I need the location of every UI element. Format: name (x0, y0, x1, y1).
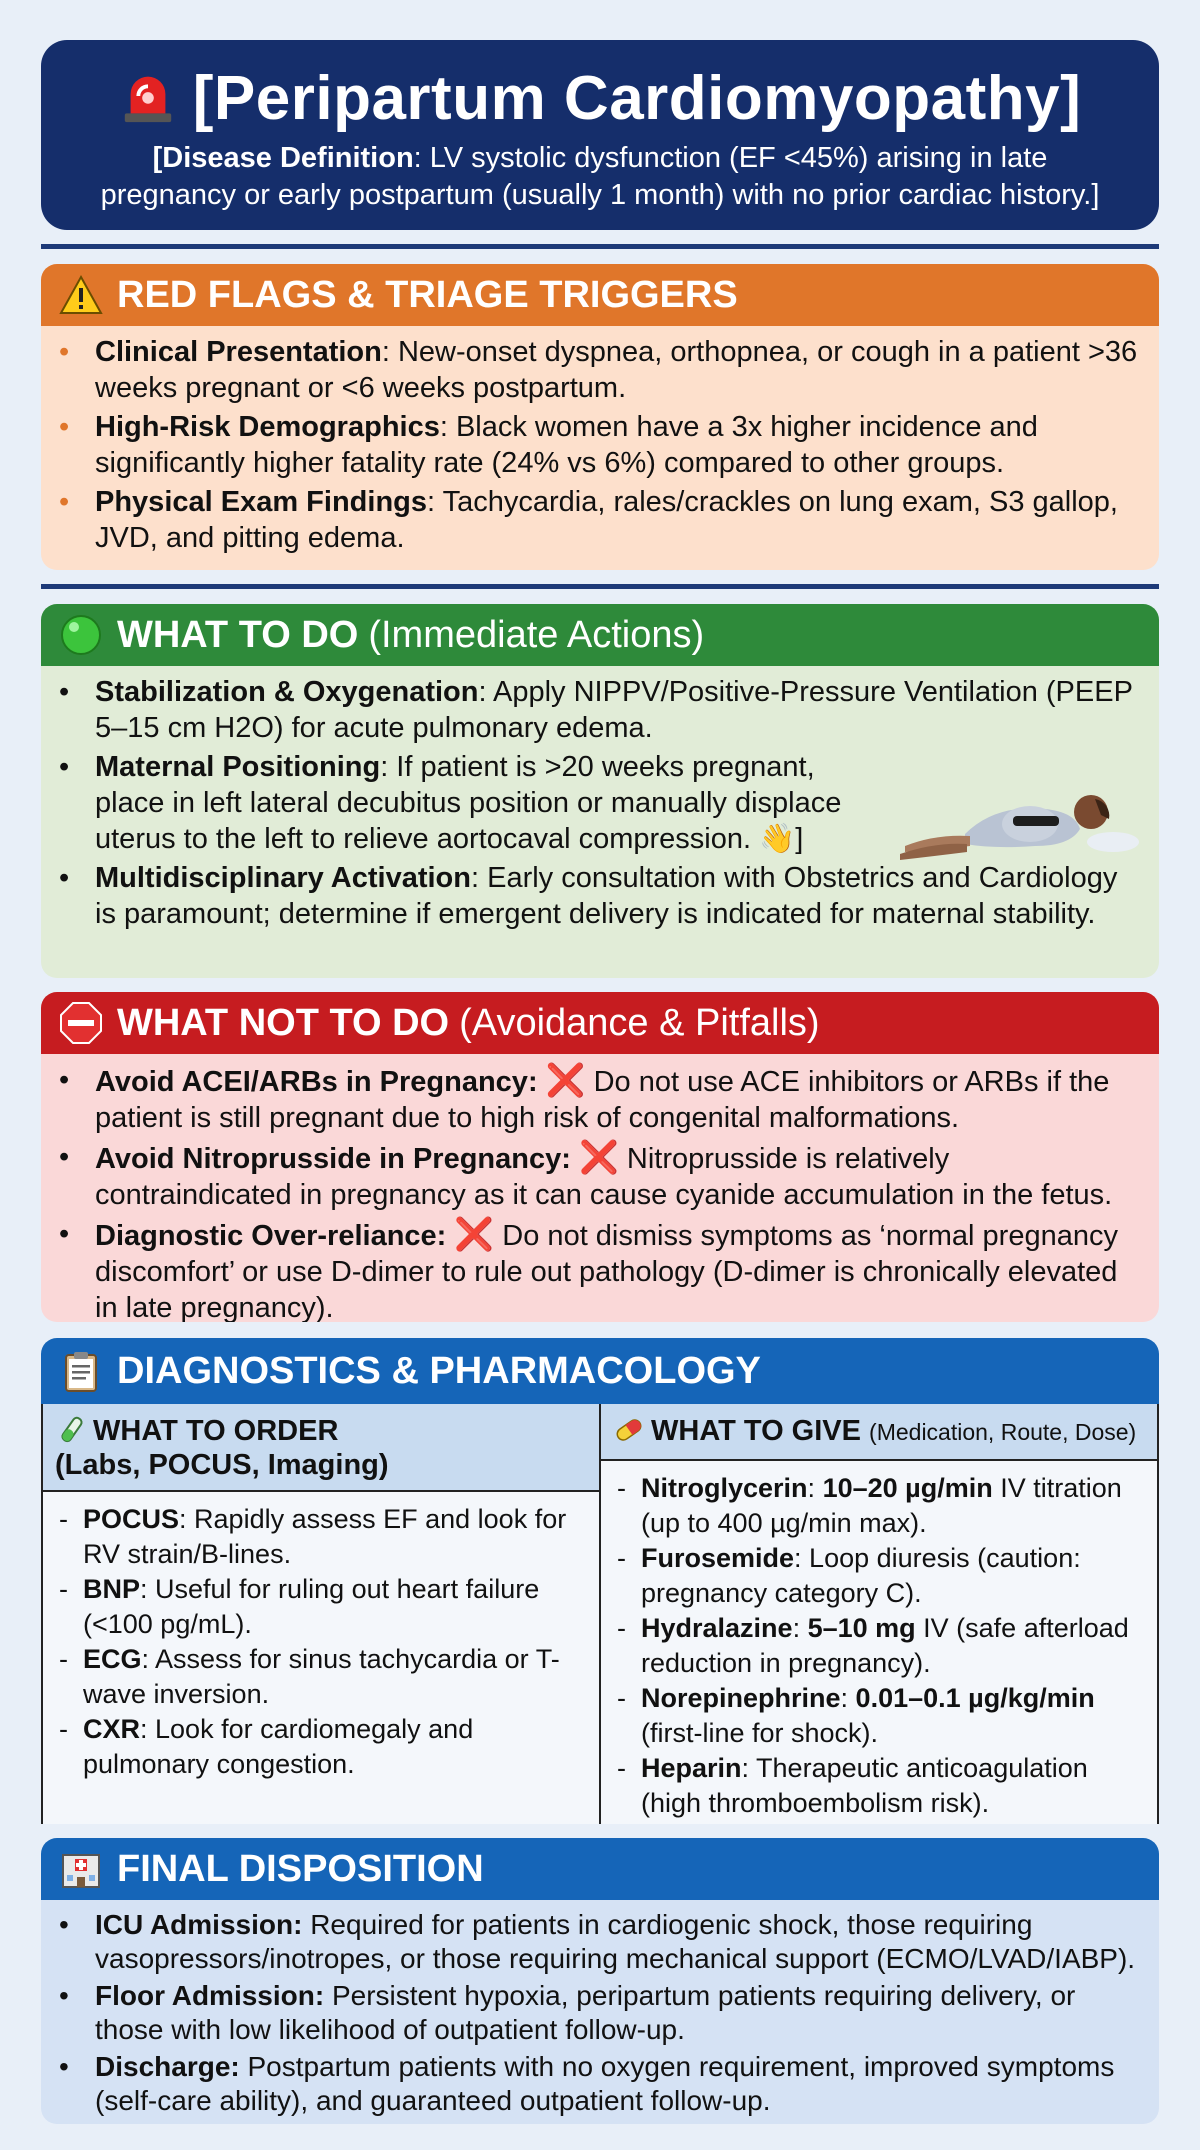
divider (41, 584, 1159, 589)
red-flags-list (41, 326, 1159, 569)
list-item: • Diagnostic Over-reliance: ❌ Do not dismiss symptoms as ‘normal pregnancy discomfort’ or use D-dimer to rule out pathology (D-dimer is chronically elevated in late pregnancy). (55, 1216, 1141, 1322)
list-item: • Stabilization & Oxygenation: Apply NIPPV/Positive-Pressure Ventilation (PEEP 5–15 cm H2O) for acute pulmonary edema. (55, 674, 1141, 746)
what-to-do-card (41, 604, 1159, 978)
list-item: - ECG: Assess for sinus tachycardia or T-wave inversion. (55, 1642, 591, 1712)
list-item: • Physical Exam Findings: Tachycardia, rales/crackles on lung exam, S3 gallop, JVD, and pitting edema. (55, 484, 1141, 556)
what-not-to-do-card (41, 992, 1159, 1322)
what-to-order-column (43, 1404, 601, 1824)
disease-definition: [Disease Definition: LV systolic dysfunction (EF <45%) arising in late pregnancy or early postpartum (usually 1 month) with no prior cardiac history.] (100, 142, 1100, 211)
list-item: - CXR: Look for cardiomegaly and pulmonary congestion. (55, 1712, 591, 1782)
list-item: • Multidisciplinary Activation: Early consultation with Obstetrics and Cardiology is paramount; determine if emergent delivery is indicated for maternal stability. (55, 860, 1141, 932)
hospital-icon (59, 1847, 103, 1891)
list-item: • Floor Admission: Persistent hypoxia, peripartum patients requiring delivery, or those with low likelihood of outpatient follow-up. (55, 1979, 1141, 2047)
what-to-order-list (43, 1492, 599, 1792)
test-tube-icon (55, 1414, 87, 1446)
what-to-order-heading: WHAT TO ORDER (Labs, POCUS, Imaging) (43, 1404, 599, 1492)
left-lateral-position-illustration (895, 754, 1145, 864)
red-flags-title: RED FLAGS & TRIAGE TRIGGERS (117, 273, 738, 316)
red-flags-header (41, 264, 1159, 326)
diagnostics-card (41, 1338, 1159, 1824)
list-item: - Nitroglycerin: 10–20 µg/min IV titration (up to 400 µg/min max). (613, 1471, 1149, 1541)
final-disposition-list (41, 1900, 1159, 2124)
stop-sign-icon (59, 1001, 103, 1045)
cross-mark-icon: ❌ (454, 1216, 495, 1252)
cross-mark-icon: ❌ (578, 1139, 619, 1175)
list-item: - Furosemide: Loop diuresis (caution: pregnancy category C). (613, 1541, 1149, 1611)
list-item: - Hydralazine: 5–10 mg IV (safe afterload reduction in pregnancy). (613, 1611, 1149, 1681)
list-item: - Heparin: Therapeutic anticoagulation (high thromboembolism risk). (613, 1751, 1149, 1821)
what-to-do-header (41, 604, 1159, 666)
page-title-text: [Peripartum Cardiomyopathy] (192, 64, 1082, 133)
page-title (41, 62, 1159, 136)
list-item: • High-Risk Demographics: Black women have a 3x higher incidence and significantly higher fatality rate (24% vs 6%) compared to other groups. (55, 409, 1141, 481)
what-to-give-heading: WHAT TO GIVE (Medication, Route, Dose) (601, 1404, 1157, 1461)
diagnostics-header (41, 1338, 1159, 1404)
final-disposition-title: FINAL DISPOSITION (117, 1847, 484, 1890)
list-item: • Maternal Positioning: If patient is >20 weeks pregnant, place in left lateral decubitus position or manually displace uterus to the left to relieve aortocaval compression. 👋] (55, 749, 1141, 857)
what-to-give-column (601, 1404, 1157, 1824)
divider (41, 244, 1159, 249)
list-item: - Norepinephrine: 0.01–0.1 µg/kg/min (first-line for shock). (613, 1681, 1149, 1751)
what-not-to-do-title: WHAT NOT TO DO (117, 1001, 450, 1044)
green-circle-icon (59, 613, 103, 657)
pill-icon (613, 1414, 645, 1446)
final-disposition-card (41, 1838, 1159, 2124)
what-not-to-do-list (41, 1054, 1159, 1322)
list-item: - BNP: Useful for ruling out heart failure (<100 pg/mL). (55, 1572, 591, 1642)
list-item: • Clinical Presentation: New-onset dyspnea, orthopnea, or cough in a patient >36 weeks pregnant or <6 weeks postpartum. (55, 334, 1141, 406)
list-item: • Avoid Nitroprusside in Pregnancy: ❌ Nitroprusside is relatively contraindicated in pregnancy as it can cause cyanide accumulation in the fetus. (55, 1139, 1141, 1213)
diagnostics-title: DIAGNOSTICS & PHARMACOLOGY (117, 1349, 761, 1392)
siren-icon (119, 67, 177, 125)
list-item: • ICU Admission: Required for patients in cardiogenic shock, those requiring vasopressors/inotropes, or those requiring mechanical support (ECMO/LVAD/IABP). (55, 1908, 1141, 1976)
warning-icon (59, 273, 103, 317)
cross-mark-icon: ❌ (545, 1062, 586, 1098)
what-not-to-do-header (41, 992, 1159, 1054)
list-item: • Discharge: Postpartum patients with no oxygen requirement, improved symptoms (self-care ability), and guaranteed outpatient follow-up. (55, 2050, 1141, 2118)
diagnostics-table (41, 1404, 1159, 1824)
red-flags-card (41, 264, 1159, 570)
list-item: - POCUS: Rapidly assess EF and look for RV strain/B-lines. (55, 1502, 591, 1572)
clipboard-icon (59, 1349, 103, 1393)
what-not-to-do-subtitle: (Avoidance & Pitfalls) (459, 1001, 820, 1044)
final-disposition-header (41, 1838, 1159, 1900)
what-to-do-subtitle: (Immediate Actions) (368, 613, 705, 656)
what-to-do-title: WHAT TO DO (117, 613, 359, 656)
list-item: • Avoid ACEI/ARBs in Pregnancy: ❌ Do not use ACE inhibitors or ARBs if the patient is still pregnant due to high risk of congenital malformations. (55, 1062, 1141, 1136)
title-banner (41, 40, 1159, 230)
what-to-give-list (601, 1461, 1157, 1824)
